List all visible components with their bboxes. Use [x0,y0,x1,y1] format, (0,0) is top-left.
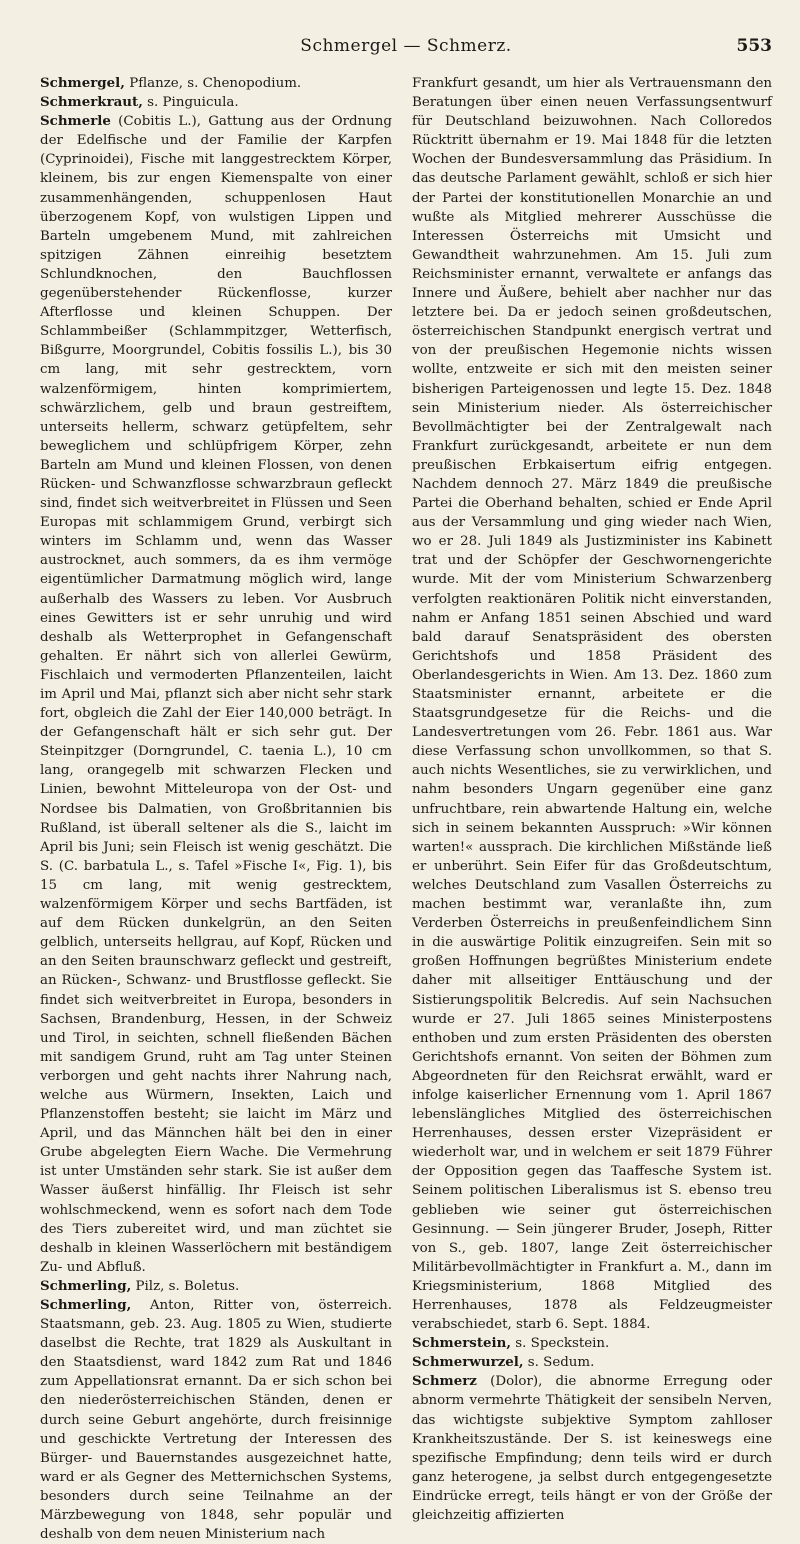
headword: Schmerling, [40,1297,132,1313]
headword: Schmergel, [40,75,125,91]
entry-schmergel [40,74,392,93]
entry-schmerkraut [40,93,392,112]
entry-schmerwurzel [412,1353,772,1372]
entry-text: Pilz, s. Boletus. [131,1278,240,1294]
entry-text: Frankfurt gesandt, um hier als Vertrauensmann den Beratungen über einen neuen Verfassungsentwurf für Deutschland beizuwohnen. Nach Colloredos Rücktritt übernahm er 19. Mai 1848 für die letzten Wochen der Bundesversammlung das Präsidium. In das deutsche Parlament gewählt, schloß er sich hier der Partei der konstitutionellen Monarchie an und wußte als Mitglied mehrerer Ausschüsse die Interessen Österreichs mit Umsicht und Gewandtheit wahrzunehmen. Am 15. Juli zum Reichsminister ernannt, verwaltete er anfangs das Innere und Äußere, behielt aber nachher nur das letztere bei. Da er jedoch seinen großdeutschen, österreichischen Standpunkt energisch vertrat und von der preußischen Hegemonie nichts wissen wollte, entzweite er sich mit den meisten seiner bisherigen Parteigenossen und legte 15. Dez. 1848 sein Ministerium nieder. Als österreichischer Bevollmächtigter bei der Zentralgewalt nach Frankfurt zurückgesandt, arbeitete er nun dem preußischen Erbkaisertum eifrig entgegen. Nachdem dennoch 27. März 1849 die preußische Partei die Oberhand behalten, schied er Ende April aus der Versammlung und ging wieder nach Wien, wo er 28. Juli 1849 als Justizminister ins Kabinett trat und der Schöpfer der Geschwornengerichte wurde. Mit der vom Ministerium Schwarzenberg verfolgten reaktionären Politik nicht einverstanden, nahm er Anfang 1851 seinen Abschied und ward bald darauf Senatspräsident des obersten Gerichtshofs und 1858 Präsident des Oberlandesgerichts in Wien. Am 13. Dez. 1860 zum Staatsminister ernannt, arbeitete er die Staatsgrundgesetze für die Reichs- und die Landesvertretungen vom 26. Febr. 1861 aus. War diese Verfassung schon unvollkommen, so that S. auch nichts Wesentliches, sie zu verwirklichen, und nahm besonders Ungarn gegenüber eine ganz unfruchtbare, rein abwartende Haltung ein, welche sich in seinem bekannten Ausspruch: »Wir können warten!« aussprach. Die kirchlichen Mißstände ließ er unberührt. Sein Eifer für das Großdeutschtum, welches Deutschland zum Vasallen Österreichs zu machen bestimmt war, veranlaßte ihn, zum Verderben Österreichs in preußenfeindlichem Sinn in die auswärtige Politik einzugreifen. Sein mit so großen Hoffnungen begrüßtes Ministerium endete daher mit allseitiger Enttäuschung und der Sistierungspolitik Belcredis. Auf sein Nachsuchen wurde er 27. Juli 1865 seines Ministerpostens enthoben und zum ersten Präsidenten des obersten Gerichtshofs ernannt. Von seiten der Böhmen zum Abgeordneten für den Reichsrat erwählt, ward er infolge kaiserlicher Ernennung vom 1. April 1867 lebenslängliches Mitglied des österreichischen Herrenhauses, dessen erster Vizepräsident er wiederholt war, und in welchem er seit 1879 Führer der Opposition gegen das Taaffesche System ist. Seinem politischen Liberalismus ist S. ebenso treu geblieben wie seiner gut österreichischen Gesinnung. — Sein jüngerer Bruder, Joseph, Ritter von S., geb. 1807, lange Zeit österreichischer Militärbevollmächtigter in Frankfurt a. M., dann im Kriegsministerium, 1868 Mitglied des Herrenhauses, 1878 als Feldzeugmeister verabschiedet, starb 6. Sept. 1884. [412,76,772,1333]
entry-text: Anton, Ritter von, österreich. Staatsmann, geb. 23. Aug. 1805 zu Wien, studierte daselbst die Rechte, trat 1829 als Auskultant in den Staatsdienst, ward 1842 zum Rat und 1846 zum Appellationsrat ernannt. Da er sich schon bei den niederösterreichischen Ständen, denen er durch seine Geburt angehörte, durch freisinnige und geschickte Vertretung der Interessen des Bürger- und Bauernstandes ausgezeichnet hatte, ward er als Gegner des Metternichschen Systems, besonders durch seine Teilnahme an der Märzbewegung von 1848, sehr populär und deshalb von dem neuen Ministerium nach [40,1298,392,1543]
page-header [40,36,772,64]
page-number: 553 [736,36,772,56]
entry-schmerz [412,1372,772,1525]
headword: Schmerz [412,1373,477,1390]
entry-text: Pflanze, s. Chenopodium. [124,76,302,91]
headword: Schmerstein, [412,1335,512,1352]
entry-schmerling-anton [40,1296,392,1544]
entry-schmerstein [412,1334,772,1353]
entry-text: (Cobitis L.), Gattung aus der Ordnung der Edelfische und der Familie der Karpfen (Cyprinoidei), Fische mit langgestrecktem Körper, kleinem, bis zur engen Kiemenspalte von einer zusammenhängenden, schuppenlosen Haut überzogenem Kopf, von wulstigen Lippen und Barteln umgebenem Mund, mit zahlreichen spitzigen Zähnen einreihig besetztem Schlundknochen, den Bauchflossen gegenüberstehender Rückenflosse, kurzer Afterflosse und kleinen Schuppen. Der Schlammbeißer (Schlammpitzger, Wetterfisch, Bißgurre, Moorgrundel, Cobitis fossilis L.), bis 30 cm lang, mit sehr gestrecktem, vorn walzenförmigem, hinten komprimiertem, schwärzlichem, gelb und braun gestreiftem, unterseits hellerm, schwarz getüpfeltem, sehr beweglichem und schlüpfrigem Körper, zehn Barteln am Mund und kleinen Flossen, von denen Rücken- und Schwanzflosse schwarzbraun gefleckt sind, findet sich weitverbreitet in Flüssen und Seen Europas mit schlammigem Grund, verbirgt sich winters im Schlamm und, wenn das Wasser austrocknet, auch sommers, da es ihm vermöge eigentümlicher Darmatmung möglich wird, lange außerhalb des Wassers zu leben. Vor Ausbruch eines Gewitters ist er sehr unruhig und wird deshalb als Wetterprophet in Gefangenschaft gehalten. Er nährt sich von allerlei Gewürm, Fischlaich und vermoderten Pflanzenteilen, laicht im April und Mai, pflanzt sich aber nicht sehr stark fort, obgleich die Zahl der Eier 140,000 beträgt. In der Gefangenschaft hält er sich sehr gut. Der Steinpitzger (Dorngrundel, C. taenia L.), 10 cm lang, orangegelb mit schwarzen Flecken und Linien, bewohnt Mitteleuropa von der Ost- und Nordsee bis Dalmatien, von Großbritannien bis Rußland, ist überall seltener als die S., laicht im April bis Juni; sein Fleisch ist wenig geschätzt. Die S. (C. barbatula L., s. Tafel »Fische I«, Fig. 1), bis 15 cm lang, mit wenig gestrecktem, walzenförmigem Körper und sechs Bartfäden, ist auf dem Rücken dunkelgrün, an den Seiten gelblich, unterseits hellgrau, auf Kopf, Rücken und an den Seiten braunschwarz gefleckt und gestreift, an Rücken-, Schwanz- und Brustflosse gefleckt. Sie findet sich weitverbreitet in Europa, besonders in Sachsen, Brandenburg, Hessen, in der Schweiz und Tirol, in seichten, schnell fließenden Bächen mit sandigem Grund, ruht am Tag unter Steinen verborgen und geht nachts ihrer Nahrung nach, welche aus Würmern, Insekten, Laich und Pflanzenstoffen besteht; sie laicht im März und April, und das Männchen hält bei den in einer Grube abgelegten Eiern Wache. Die Vermehrung ist unter Umständen sehr stark. Sie ist außer dem Wasser äußerst hinfällig. Ihr Fleisch ist sehr wohlschmeckend, wenn es sofort nach dem Tode des Tiers zubereitet wird, und man züchtet sie deshalb in kleinen Wasserlöchern mit beständigem Zu- und Abfluß. [40,114,392,1275]
headword: Schmerwurzel, [412,1354,524,1371]
entry-text: (Dolor), die abnorme Erregung oder abnorm vermehrte Thätigkeit der sensibeln Nerven, das wichtigste subjektive Symptom zahlloser Krankheitszustände. Der S. ist keineswegs eine spezifische Empfindung; denn teils wird er durch ganz heterogene, ja selbst durch entgegengesetzte Eindrücke erregt, teils hängt er von der Größe der gleichzeitig affizierten [412,1374,772,1524]
entry-schmerling-pilz [40,1277,392,1296]
headword: Schmerling, [40,1277,132,1294]
running-title: Schmergel — Schmerz. [300,36,512,56]
entry-schmerling-continued [412,74,772,1334]
entry-schmerle [40,112,392,1277]
left-column [40,74,392,1543]
entry-text: s. Speckstein. [511,1336,610,1352]
entry-text: s. Pinguicula. [142,95,239,111]
entry-text: s. Sedum. [523,1355,595,1371]
right-column [412,74,772,1524]
headword: Schmerkraut, [40,94,143,111]
headword: Schmerle [40,113,111,130]
